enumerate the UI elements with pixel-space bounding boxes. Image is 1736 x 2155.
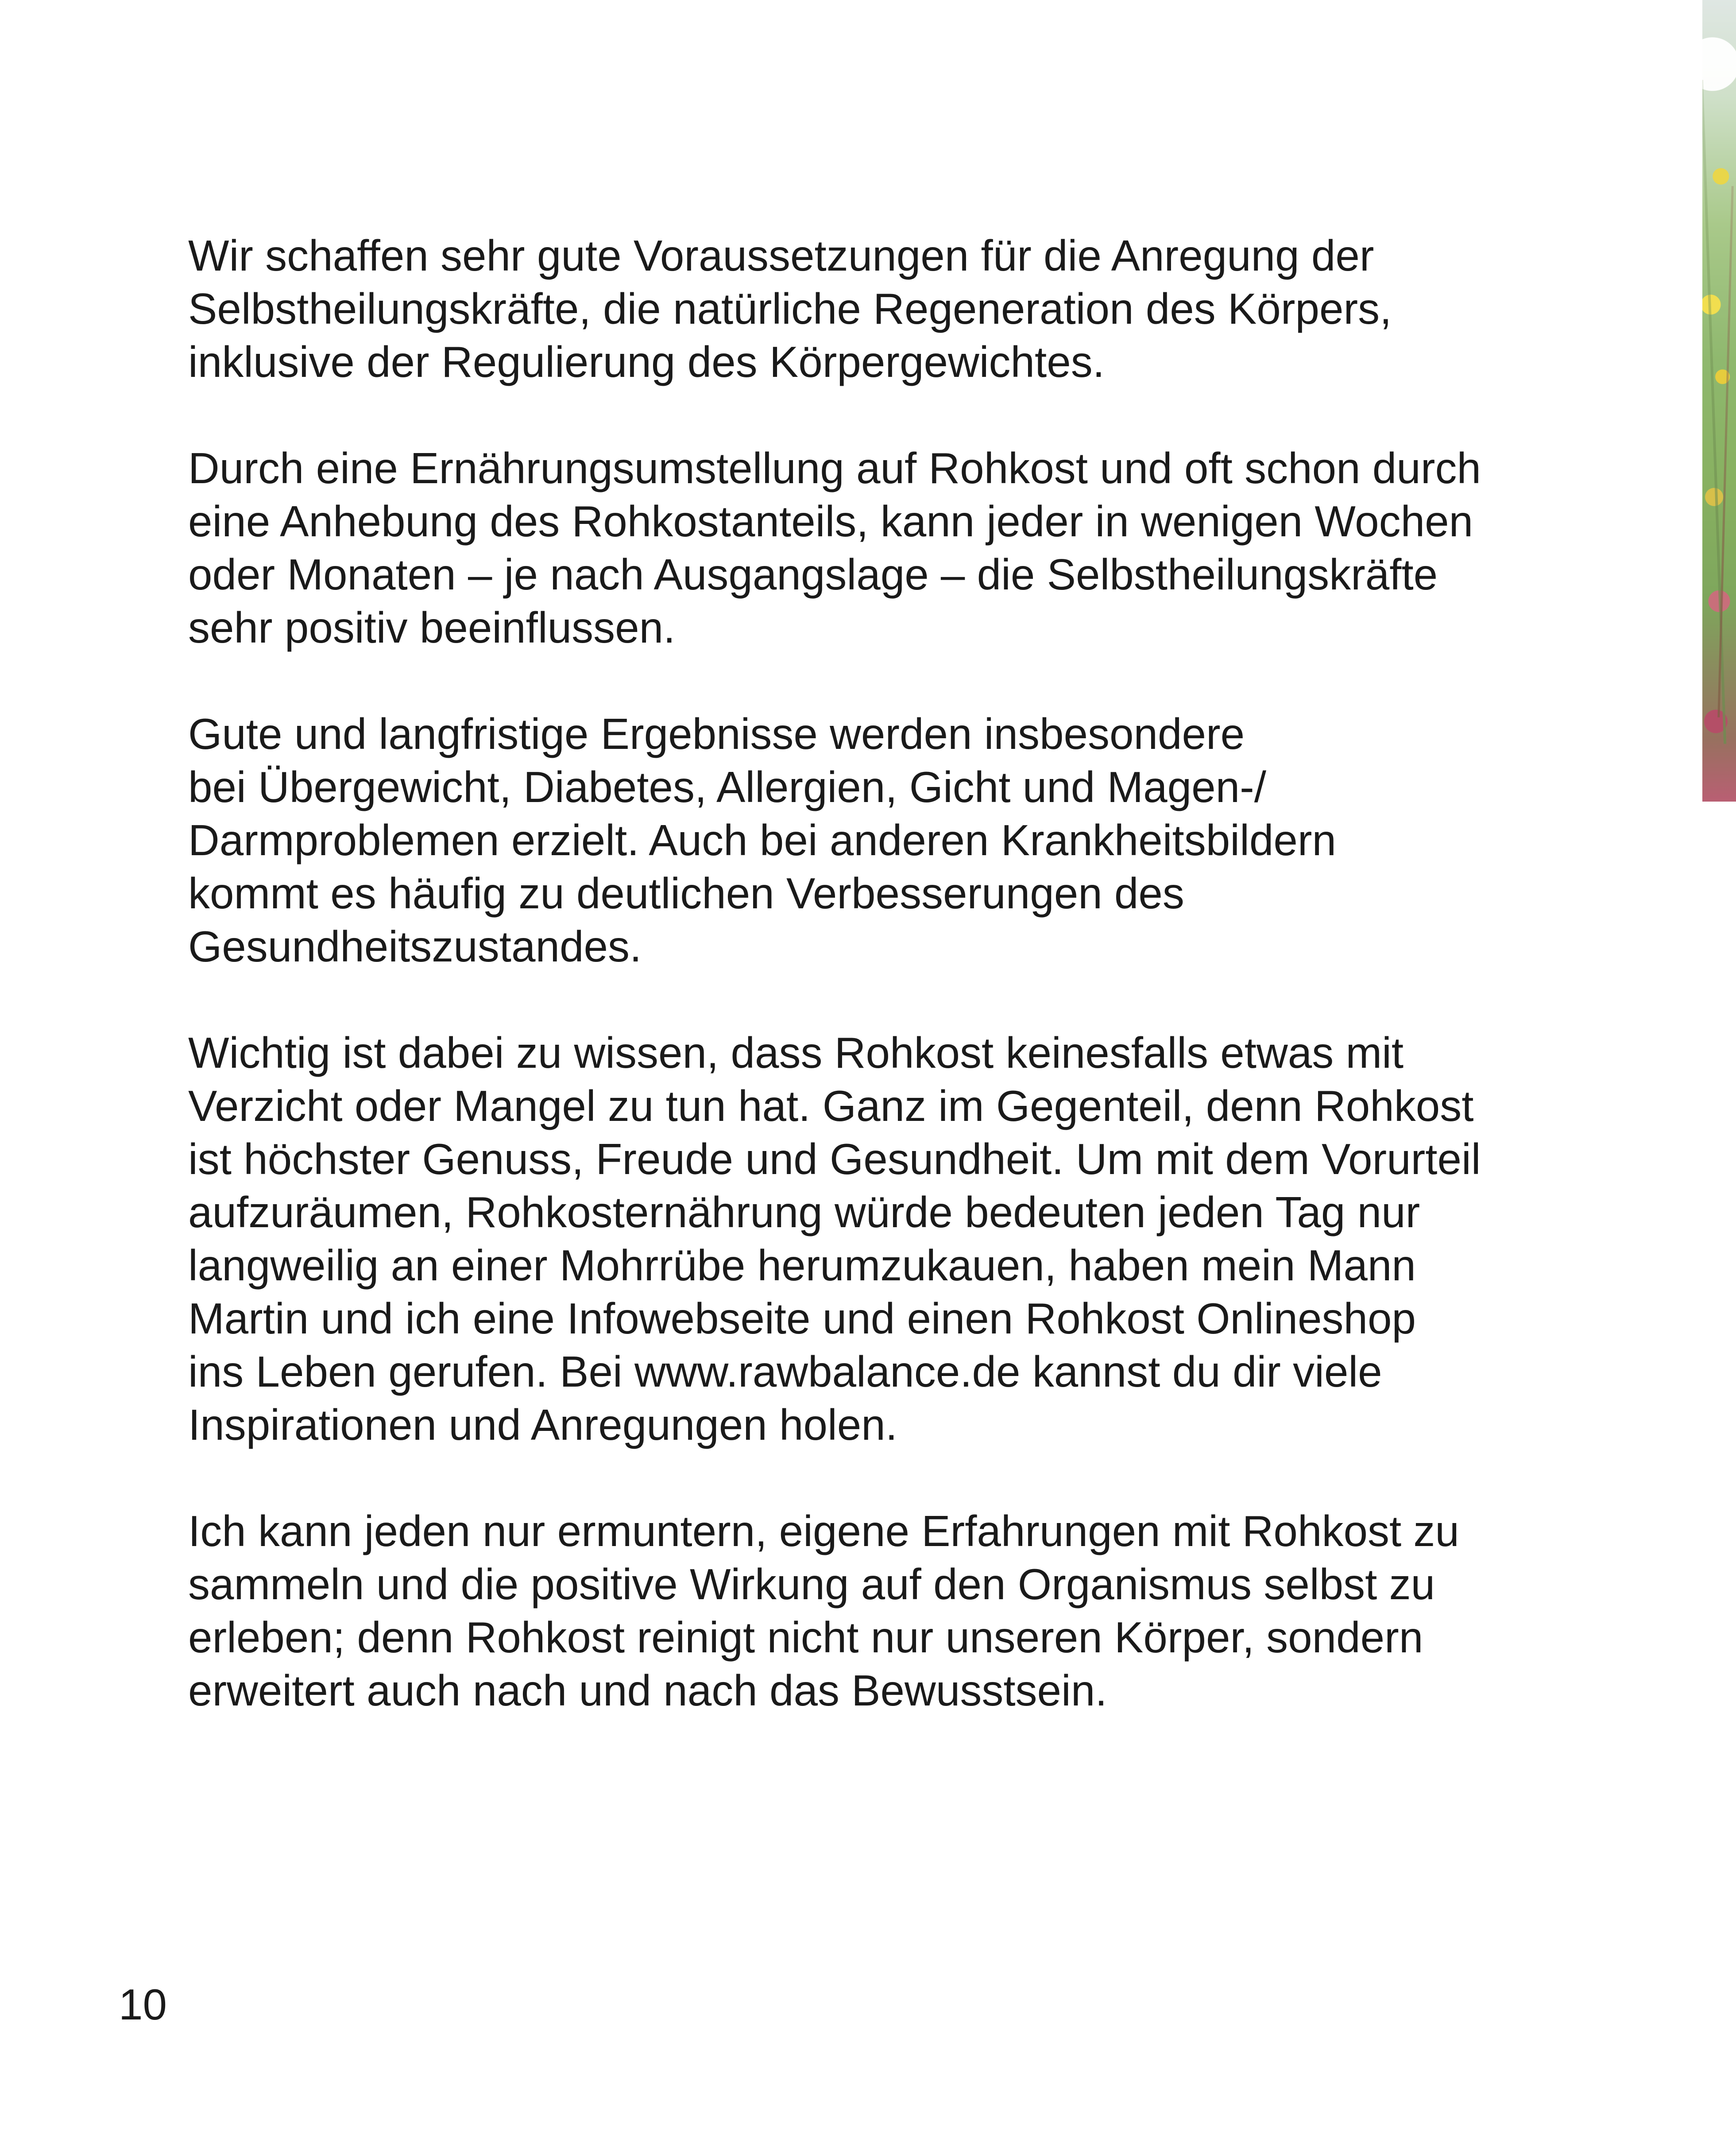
body-text (188, 229, 1561, 1770)
paragraph: Wichtig ist dabei zu wissen, dass Rohkost keinesfalls etwas mit Verzicht oder Mangel zu tun hat. Ganz im Gegenteil, denn Rohkost ist höchster Genuss, Freude und Gesundheit. Um mit dem Vorurteil aufzuräumen, Rohkosternährung würde bedeuten jeden Tag nur langweilig an einer Mohrrübe herumzukauen, haben mein Mann Martin und ich eine Infowebseite und einen Rohkost Onlineshop ins Leben gerufen. Bei www.rawbalance.de kannst du dir viele Inspirationen und Anregungen holen. (188, 1028, 1481, 1449)
plant-stem-decoration (1717, 186, 1733, 717)
flower-meadow-photo-edge (1702, 0, 1736, 802)
paragraph: Ich kann jeden nur ermuntern, eigene Erfahrungen mit Rohkost zu sammeln und die positive Wirkung auf den Organismus selbst zu erleben; denn Rohkost reinigt nicht nur unseren Körper, sondern erweitert auch nach und nach das Bewusstsein. (188, 1507, 1459, 1715)
paragraph: Durch eine Ernährungsumstellung auf Rohkost und oft schon durch eine Anhebung des Rohkostanteils, kann jeder in wenigen Wochen oder Monaten – je nach Ausgangslage – die Selbstheilungskräfte sehr positiv beeinflussen. (188, 444, 1481, 652)
plant-stem-decoration (1702, 80, 1726, 744)
paragraph: Wir schaffen sehr gute Voraussetzungen für die Anregung der Selbstheilungskräfte, die natürliche Regeneration des Körpers, inklusive der Regulierung des Körpergewichtes. (188, 231, 1392, 386)
paragraph: Gute und langfristige Ergebnisse werden insbesondere bei Übergewicht, Diabetes, Allergien, Gicht und Magen-/ Darmproblemen erzielt. Auch bei anderen Krankheitsbildern kommt es häufig zu deutlichen Verbesserungen des Gesundheitszustandes. (188, 709, 1336, 971)
page-number: 10 (119, 1980, 167, 2029)
